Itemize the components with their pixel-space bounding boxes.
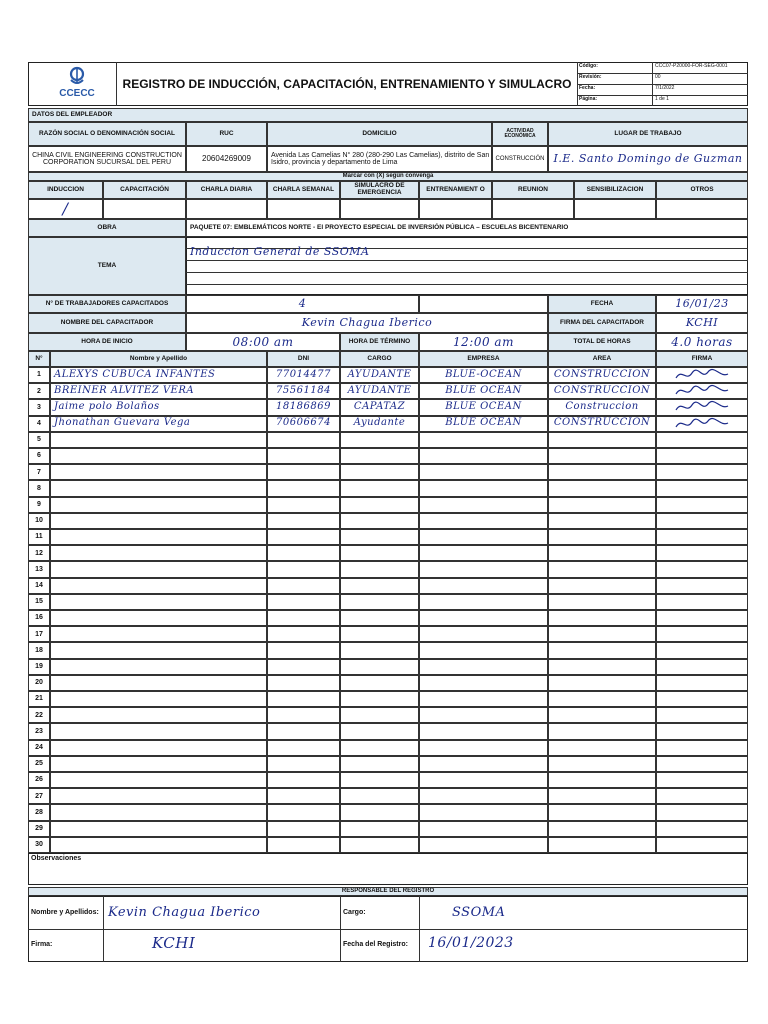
row-10-area[interactable] xyxy=(548,513,656,529)
row-10-name[interactable] xyxy=(50,513,267,529)
row-15-num: 15 xyxy=(28,594,50,610)
row-6-dni[interactable] xyxy=(267,448,340,464)
row-16-dni[interactable] xyxy=(267,610,340,626)
row-18-area[interactable] xyxy=(548,642,656,658)
lugar-value: I.E. Santo Domingo de Guzman xyxy=(548,146,748,172)
row-4-cargo[interactable]: Ayudante xyxy=(340,416,419,432)
row-13-dni[interactable] xyxy=(267,561,340,577)
row-15-firma[interactable] xyxy=(656,594,748,610)
responsable-cargo-value: SSOMA xyxy=(452,905,506,920)
employer-section-label: DATOS DEL EMPLEADOR xyxy=(28,108,748,122)
row-12-empresa[interactable] xyxy=(419,545,548,561)
row-3-cargo[interactable]: CAPATAZ xyxy=(340,399,419,415)
row-5-num: 5 xyxy=(28,432,50,448)
meta-code-label: Código: xyxy=(579,63,598,69)
row-25-dni[interactable] xyxy=(267,756,340,772)
row-4-area[interactable]: CONSTRUCCIÓN xyxy=(548,416,656,432)
responsable-nombre-label: Nombre y Apellidos: xyxy=(31,909,99,916)
row-24-area[interactable] xyxy=(548,740,656,756)
meta-page-value: 1 de 1 xyxy=(655,96,669,102)
signature-icon xyxy=(672,400,732,414)
row-14-num: 14 xyxy=(28,578,50,594)
charla-diaria-mark[interactable] xyxy=(186,199,267,219)
row-16-firma[interactable] xyxy=(656,610,748,626)
row-8-area[interactable] xyxy=(548,480,656,496)
row-2-firma[interactable] xyxy=(656,383,748,399)
row-12-area[interactable] xyxy=(548,545,656,561)
lugar-header: LUGAR DE TRABAJO xyxy=(548,122,748,146)
row-29-dni[interactable] xyxy=(267,821,340,837)
row-28-empresa[interactable] xyxy=(419,804,548,820)
row-11-name[interactable] xyxy=(50,529,267,545)
razon-value: CHINA CIVIL ENGINEERING CONSTRUCTION CORPORATION SUCURSAL DEL PERU xyxy=(28,146,186,172)
row-10-cargo[interactable] xyxy=(340,513,419,529)
row-18-firma[interactable] xyxy=(656,642,748,658)
hora-termino-value: 12:00 am xyxy=(419,333,548,351)
row-20-area[interactable] xyxy=(548,675,656,691)
row-24-empresa[interactable] xyxy=(419,740,548,756)
row-12-num: 12 xyxy=(28,545,50,561)
row-27-name[interactable] xyxy=(50,788,267,804)
row-12-firma[interactable] xyxy=(656,545,748,561)
reunion-mark[interactable] xyxy=(492,199,574,219)
row-30-num: 30 xyxy=(28,837,50,853)
row-9-empresa[interactable] xyxy=(419,497,548,513)
option-otros: OTROS xyxy=(656,181,748,199)
row-14-area[interactable] xyxy=(548,578,656,594)
charla-semanal-mark[interactable] xyxy=(267,199,340,219)
row-6-name[interactable] xyxy=(50,448,267,464)
row-30-area[interactable] xyxy=(548,837,656,853)
row-8-empresa[interactable] xyxy=(419,480,548,496)
row-21-cargo[interactable] xyxy=(340,691,419,707)
row-18-empresa[interactable] xyxy=(419,642,548,658)
logo-icon xyxy=(64,66,90,86)
row-14-cargo[interactable] xyxy=(340,578,419,594)
entrenamiento-mark[interactable] xyxy=(419,199,492,219)
row-7-num: 7 xyxy=(28,464,50,480)
row-8-num: 8 xyxy=(28,480,50,496)
option-induccion: INDUCCION xyxy=(28,181,103,199)
simulacro-mark[interactable] xyxy=(340,199,419,219)
row-3-firma[interactable] xyxy=(656,399,748,415)
row-23-dni[interactable] xyxy=(267,723,340,739)
row-14-dni[interactable] xyxy=(267,578,340,594)
row-3-name[interactable]: Jaime polo Bolaños xyxy=(50,399,267,415)
tema-label: TEMA xyxy=(28,237,186,295)
row-15-area[interactable] xyxy=(548,594,656,610)
row-10-firma[interactable] xyxy=(656,513,748,529)
row-13-name[interactable] xyxy=(50,561,267,577)
row-9-cargo[interactable] xyxy=(340,497,419,513)
row-15-empresa[interactable] xyxy=(419,594,548,610)
capacitacion-mark[interactable] xyxy=(103,199,186,219)
row-2-cargo[interactable]: AYUDANTE xyxy=(340,383,419,399)
attendee-table xyxy=(28,351,748,853)
row-10-dni[interactable] xyxy=(267,513,340,529)
row-13-num: 13 xyxy=(28,561,50,577)
responsable-cargo-label: Cargo: xyxy=(343,909,366,916)
row-18-name[interactable] xyxy=(50,642,267,658)
row-15-dni[interactable] xyxy=(267,594,340,610)
row-8-name[interactable] xyxy=(50,480,267,496)
row-4-firma[interactable] xyxy=(656,416,748,432)
row-21-dni[interactable] xyxy=(267,691,340,707)
row-5-dni[interactable] xyxy=(267,432,340,448)
row-2-num: 2 xyxy=(28,383,50,399)
row-17-empresa[interactable] xyxy=(419,626,548,642)
row-27-num: 27 xyxy=(28,788,50,804)
observaciones-box[interactable] xyxy=(28,853,748,885)
fecha-label: FECHA xyxy=(548,295,656,313)
row-16-empresa[interactable] xyxy=(419,610,548,626)
row-17-dni[interactable] xyxy=(267,626,340,642)
row-19-empresa[interactable] xyxy=(419,659,548,675)
capacitador-value: Kevin Chagua Iberico xyxy=(186,313,548,333)
row-4-empresa[interactable]: BLUE OCEAN xyxy=(419,416,548,432)
row-9-firma[interactable] xyxy=(656,497,748,513)
row-24-num: 24 xyxy=(28,740,50,756)
row-6-firma[interactable] xyxy=(656,448,748,464)
sensibilizacion-mark[interactable] xyxy=(574,199,656,219)
row-11-cargo[interactable] xyxy=(340,529,419,545)
row-9-area[interactable] xyxy=(548,497,656,513)
row-20-name[interactable] xyxy=(50,675,267,691)
row-15-name[interactable] xyxy=(50,594,267,610)
fecha-registro-label: Fecha del Registro: xyxy=(343,941,408,948)
row-19-cargo[interactable] xyxy=(340,659,419,675)
row-17-area[interactable] xyxy=(548,626,656,642)
row-11-empresa[interactable] xyxy=(419,529,548,545)
responsable-section-label: RESPONSABLE DEL REGISTRO xyxy=(28,887,748,896)
row-18-dni[interactable] xyxy=(267,642,340,658)
row-16-name[interactable] xyxy=(50,610,267,626)
row-30-empresa[interactable] xyxy=(419,837,548,853)
razon-header: RAZÓN SOCIAL O DENOMINACIÓN SOCIAL xyxy=(28,122,186,146)
row-24-firma[interactable] xyxy=(656,740,748,756)
row-20-num: 20 xyxy=(28,675,50,691)
row-13-cargo[interactable] xyxy=(340,561,419,577)
row-11-dni[interactable] xyxy=(267,529,340,545)
row-22-area[interactable] xyxy=(548,707,656,723)
row-21-num: 21 xyxy=(28,691,50,707)
firma-capacitador-label: FIRMA DEL CAPACITADOR xyxy=(548,313,656,333)
hora-inicio-value: 08:00 am xyxy=(186,333,340,351)
row-23-name[interactable] xyxy=(50,723,267,739)
row-26-num: 26 xyxy=(28,772,50,788)
row-15-cargo[interactable] xyxy=(340,594,419,610)
row-9-num: 9 xyxy=(28,497,50,513)
row-28-cargo[interactable] xyxy=(340,804,419,820)
meta-revision-value: 00 xyxy=(655,74,661,80)
row-29-cargo[interactable] xyxy=(340,821,419,837)
row-22-empresa[interactable] xyxy=(419,707,548,723)
row-12-cargo[interactable] xyxy=(340,545,419,561)
row-11-num: 11 xyxy=(28,529,50,545)
signature-icon xyxy=(672,368,732,382)
row-9-dni[interactable] xyxy=(267,497,340,513)
logo-text: CCECC xyxy=(59,88,95,99)
row-1-name[interactable]: ALEXYS CUBUCA INFANTES xyxy=(50,367,267,383)
row-22-cargo[interactable] xyxy=(340,707,419,723)
row-4-dni[interactable]: 70606674 xyxy=(267,416,340,432)
row-25-firma[interactable] xyxy=(656,756,748,772)
row-1-dni[interactable]: 77014477 xyxy=(267,367,340,383)
row-2-empresa[interactable]: BLUE OCEAN xyxy=(419,383,548,399)
col-header-num: N° xyxy=(28,351,50,367)
row-23-num: 23 xyxy=(28,723,50,739)
row-3-num: 3 xyxy=(28,399,50,415)
total-horas-value: 4.0 horas xyxy=(656,333,748,351)
row-27-empresa[interactable] xyxy=(419,788,548,804)
row-7-empresa[interactable] xyxy=(419,464,548,480)
fecha-registro-value: 16/01/2023 xyxy=(428,935,514,951)
option-sensibilizacion: SENSIBILIZACION xyxy=(574,181,656,199)
row-3-dni[interactable]: 18186869 xyxy=(267,399,340,415)
row-5-cargo[interactable] xyxy=(340,432,419,448)
row-22-name[interactable] xyxy=(50,707,267,723)
signature-icon xyxy=(672,417,732,431)
row-14-firma[interactable] xyxy=(656,578,748,594)
actividad-header: ACTIVIDAD ECONÓMICA xyxy=(492,122,548,146)
row-28-num: 28 xyxy=(28,804,50,820)
row-18-num: 18 xyxy=(28,642,50,658)
row-21-name[interactable] xyxy=(50,691,267,707)
row-7-area[interactable] xyxy=(548,464,656,480)
meta-date-value: 7/1/2022 xyxy=(655,85,675,91)
row-8-dni[interactable] xyxy=(267,480,340,496)
row-13-area[interactable] xyxy=(548,561,656,577)
capacitador-label: NOMBRE DEL CAPACITADOR xyxy=(28,313,186,333)
induccion-mark[interactable]: / xyxy=(28,199,103,219)
row-22-firma[interactable] xyxy=(656,707,748,723)
option-capacitacion: CAPACITACIÓN xyxy=(103,181,186,199)
row-16-cargo[interactable] xyxy=(340,610,419,626)
row-2-name[interactable]: BREINER ALVITEZ VERA xyxy=(50,383,267,399)
actividad-value: CONSTRUCCIÓN xyxy=(492,146,548,172)
row-20-empresa[interactable] xyxy=(419,675,548,691)
row-3-area[interactable]: Construccion xyxy=(548,399,656,415)
fecha-value: 16/01/23 xyxy=(656,295,748,313)
row-4-num: 4 xyxy=(28,416,50,432)
row-30-cargo[interactable] xyxy=(340,837,419,853)
tema-value: Induccion General de SSOMA xyxy=(190,245,370,258)
col-header-cargo: CARGO xyxy=(340,351,419,367)
row-26-name[interactable] xyxy=(50,772,267,788)
row-11-area[interactable] xyxy=(548,529,656,545)
row-26-empresa[interactable] xyxy=(419,772,548,788)
hora-inicio-label: HORA DE INICIO xyxy=(28,333,186,351)
row-21-area[interactable] xyxy=(548,691,656,707)
row-2-area[interactable]: CONSTRUCCION xyxy=(548,383,656,399)
row-24-dni[interactable] xyxy=(267,740,340,756)
ruc-value: 20604269009 xyxy=(186,146,267,172)
option-reunion: REUNION xyxy=(492,181,574,199)
row-5-area[interactable] xyxy=(548,432,656,448)
responsable-firma-label: Firma: xyxy=(31,941,53,948)
row-26-cargo[interactable] xyxy=(340,772,419,788)
row-25-empresa[interactable] xyxy=(419,756,548,772)
row-20-firma[interactable] xyxy=(656,675,748,691)
row-6-cargo[interactable] xyxy=(340,448,419,464)
meta-page-label: Página: xyxy=(579,96,598,102)
row-24-cargo[interactable] xyxy=(340,740,419,756)
row-9-name[interactable] xyxy=(50,497,267,513)
responsable-nombre-value: Kevin Chagua Iberico xyxy=(108,905,261,920)
form-meta-table xyxy=(577,62,748,106)
row-28-name[interactable] xyxy=(50,804,267,820)
row-22-dni[interactable] xyxy=(267,707,340,723)
row-19-name[interactable] xyxy=(50,659,267,675)
row-29-area[interactable] xyxy=(548,821,656,837)
row-6-area[interactable] xyxy=(548,448,656,464)
ruc-header: RUC xyxy=(186,122,267,146)
row-21-firma[interactable] xyxy=(656,691,748,707)
row-29-empresa[interactable] xyxy=(419,821,548,837)
row-11-firma[interactable] xyxy=(656,529,748,545)
row-3-empresa[interactable]: BLUE OCEAN xyxy=(419,399,548,415)
row-27-area[interactable] xyxy=(548,788,656,804)
row-17-name[interactable] xyxy=(50,626,267,642)
col-header-firma: FIRMA xyxy=(656,351,748,367)
num-trabajadores-spacer xyxy=(419,295,548,313)
row-18-cargo[interactable] xyxy=(340,642,419,658)
row-22-num: 22 xyxy=(28,707,50,723)
row-1-empresa[interactable]: BLUE-OCEAN xyxy=(419,367,548,383)
row-14-empresa[interactable] xyxy=(419,578,548,594)
row-24-name[interactable] xyxy=(50,740,267,756)
row-8-cargo[interactable] xyxy=(340,480,419,496)
row-1-num: 1 xyxy=(28,367,50,383)
col-header-area: AREA xyxy=(548,351,656,367)
row-1-firma[interactable] xyxy=(656,367,748,383)
row-7-dni[interactable] xyxy=(267,464,340,480)
row-28-firma[interactable] xyxy=(656,804,748,820)
domicilio-value: Avenida Las Camelias N° 280 (280-290 Las Camelias), distrito de San Isidro, provincia y departamento de Lima xyxy=(267,146,492,172)
row-5-firma[interactable] xyxy=(656,432,748,448)
row-26-area[interactable] xyxy=(548,772,656,788)
option-charla-semanal: CHARLA SEMANAL xyxy=(267,181,340,199)
row-6-empresa[interactable] xyxy=(419,448,548,464)
row-21-empresa[interactable] xyxy=(419,691,548,707)
row-27-firma[interactable] xyxy=(656,788,748,804)
row-25-cargo[interactable] xyxy=(340,756,419,772)
row-26-dni[interactable] xyxy=(267,772,340,788)
row-20-dni[interactable] xyxy=(267,675,340,691)
row-5-empresa[interactable] xyxy=(419,432,548,448)
form-title: REGISTRO DE INDUCCIÓN, CAPACITACIÓN, ENTRENAMIENTO Y SIMULACRO xyxy=(122,77,572,91)
row-28-dni[interactable] xyxy=(267,804,340,820)
row-17-cargo[interactable] xyxy=(340,626,419,642)
option-simulacro: SIMULACRO DE EMERGENCIA xyxy=(340,181,419,199)
row-17-firma[interactable] xyxy=(656,626,748,642)
row-13-empresa[interactable] xyxy=(419,561,548,577)
row-1-cargo[interactable]: AYUDANTE xyxy=(340,367,419,383)
row-10-num: 10 xyxy=(28,513,50,529)
row-29-name[interactable] xyxy=(50,821,267,837)
row-19-num: 19 xyxy=(28,659,50,675)
row-23-area[interactable] xyxy=(548,723,656,739)
total-horas-label: TOTAL DE HORAS xyxy=(548,333,656,351)
row-16-num: 16 xyxy=(28,610,50,626)
hora-termino-label: HORA DE TÉRMINO xyxy=(340,333,419,351)
responsable-firma-signature: KCHI xyxy=(152,934,196,952)
row-7-firma[interactable] xyxy=(656,464,748,480)
company-logo xyxy=(52,66,102,104)
row-27-cargo[interactable] xyxy=(340,788,419,804)
num-trabajadores-value: 4 xyxy=(186,295,419,313)
meta-date-label: Fecha: xyxy=(579,85,596,91)
row-27-dni[interactable] xyxy=(267,788,340,804)
row-17-num: 17 xyxy=(28,626,50,642)
firma-capacitador-signature: KCHI xyxy=(656,313,748,333)
row-23-cargo[interactable] xyxy=(340,723,419,739)
row-25-name[interactable] xyxy=(50,756,267,772)
row-19-firma[interactable] xyxy=(656,659,748,675)
meta-code-value: CCC07-P20000-FOR-SEG-0001 xyxy=(655,63,728,69)
col-header-dni: DNI xyxy=(267,351,340,367)
row-4-name[interactable]: Jhonathan Guevara Vega xyxy=(50,416,267,432)
row-26-firma[interactable] xyxy=(656,772,748,788)
row-12-name[interactable] xyxy=(50,545,267,561)
row-2-dni[interactable]: 75561184 xyxy=(267,383,340,399)
row-8-firma[interactable] xyxy=(656,480,748,496)
otros-mark[interactable] xyxy=(656,199,748,219)
row-5-name[interactable] xyxy=(50,432,267,448)
row-6-num: 6 xyxy=(28,448,50,464)
observaciones-label: Observaciones xyxy=(31,855,82,862)
row-23-empresa[interactable] xyxy=(419,723,548,739)
col-header-empresa: EMPRESA xyxy=(419,351,548,367)
row-30-name[interactable] xyxy=(50,837,267,853)
meta-revision-label: Revisión: xyxy=(579,74,602,80)
row-30-firma[interactable] xyxy=(656,837,748,853)
signature-icon xyxy=(672,384,732,398)
option-charla-diaria: CHARLA DIARIA xyxy=(186,181,267,199)
row-14-name[interactable] xyxy=(50,578,267,594)
col-header-name: Nombre y Apellido xyxy=(50,351,267,367)
row-28-area[interactable] xyxy=(548,804,656,820)
row-19-area[interactable] xyxy=(548,659,656,675)
obra-value: PAQUETE 07: EMBLEMÁTICOS NORTE - El PROYECTO ESPECIAL DE INVERSIÓN PÚBLICA – ESCUELAS BICENTENARIO xyxy=(186,219,748,237)
row-29-firma[interactable] xyxy=(656,821,748,837)
row-7-name[interactable] xyxy=(50,464,267,480)
row-1-area[interactable]: CONSTRUCCION xyxy=(548,367,656,383)
row-12-dni[interactable] xyxy=(267,545,340,561)
row-19-dni[interactable] xyxy=(267,659,340,675)
row-10-empresa[interactable] xyxy=(419,513,548,529)
row-23-firma[interactable] xyxy=(656,723,748,739)
row-25-area[interactable] xyxy=(548,756,656,772)
option-entrenamiento: ENTRENAMIENT O xyxy=(419,181,492,199)
row-29-num: 29 xyxy=(28,821,50,837)
row-16-area[interactable] xyxy=(548,610,656,626)
row-25-num: 25 xyxy=(28,756,50,772)
num-trabajadores-label: N° DE TRABAJADORES CAPACITADOS xyxy=(28,295,186,313)
row-7-cargo[interactable] xyxy=(340,464,419,480)
row-13-firma[interactable] xyxy=(656,561,748,577)
row-30-dni[interactable] xyxy=(267,837,340,853)
domicilio-header: DOMICILIO xyxy=(267,122,492,146)
row-20-cargo[interactable] xyxy=(340,675,419,691)
obra-label: OBRA xyxy=(28,219,186,237)
type-instruction: Marcar con (X) según convenga xyxy=(28,172,748,181)
